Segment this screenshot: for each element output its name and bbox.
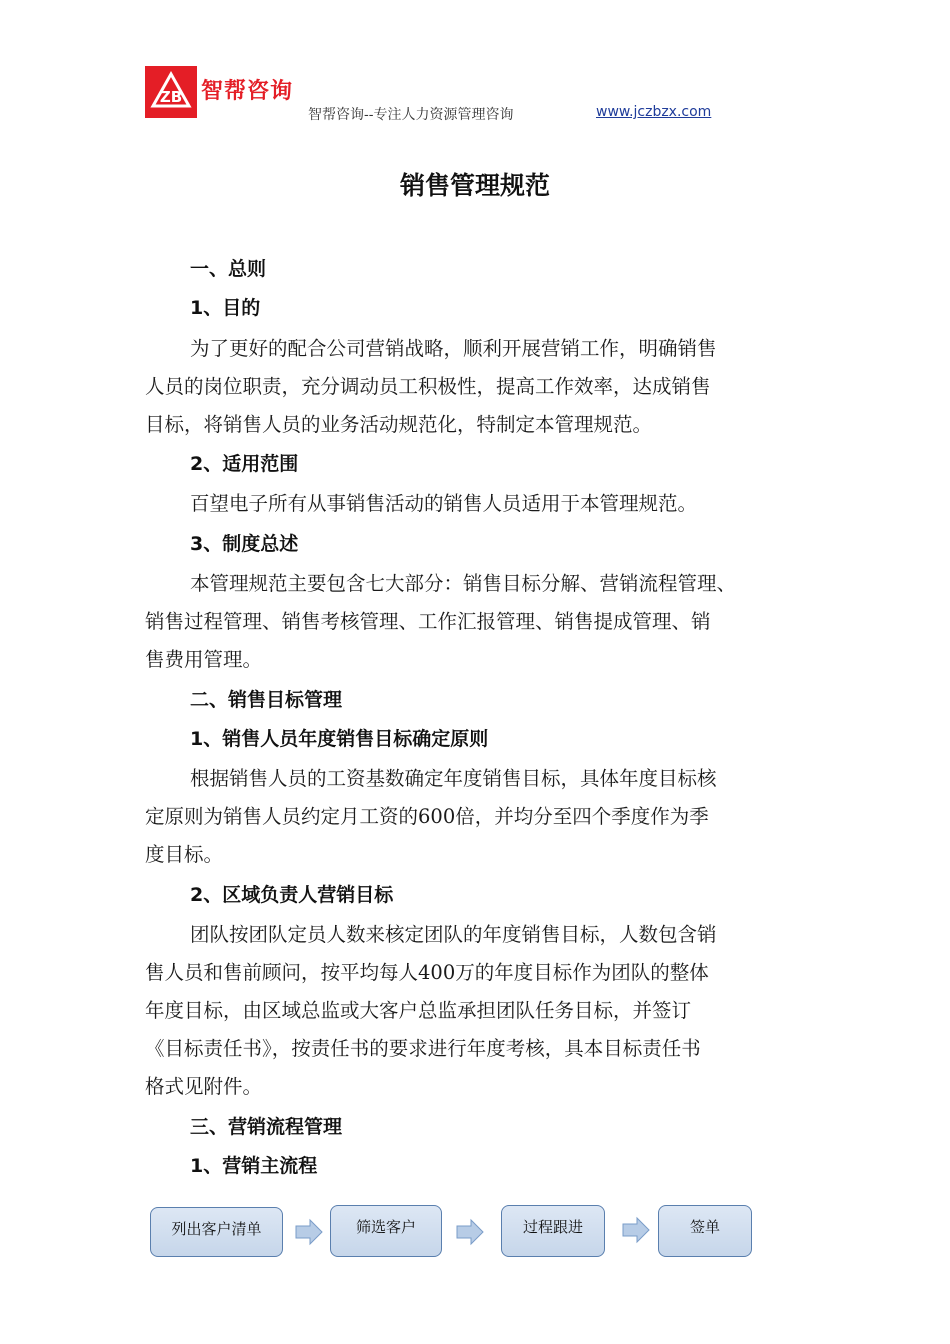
document-title: 销售管理规范	[399, 171, 550, 200]
paragraph-line: 目标，将销售人员的业务活动规范化，特制定本管理规范。	[145, 413, 653, 436]
flow-step-filter-customers: 筛选客户	[330, 1205, 442, 1257]
logo-text: 智帮咨询	[201, 79, 294, 104]
flow-step-list-customers: 列出客户清单	[150, 1207, 283, 1257]
svg-text:ZB: ZB	[159, 88, 183, 106]
subheading-scope: 2、适用范围	[190, 453, 299, 475]
paragraph-line: 定原则为销售人员约定月工资的600倍，并均分至四个季度作为季	[145, 805, 709, 828]
paragraph-line: 年度目标，由区域总监或大客户总监承担团队任务目标，并签订	[145, 999, 692, 1022]
paragraph-line: 售人员和售前顾问，按平均每人400万的年度目标作为团队的整体	[145, 961, 709, 984]
section-heading-sales-target: 二、销售目标管理	[190, 689, 343, 711]
flow-arrow-icon	[295, 1218, 323, 1246]
flow-step-sign-contract: 签单	[658, 1205, 752, 1257]
subheading-overview: 3、制度总述	[190, 533, 299, 555]
paragraph-line: 格式见附件。	[145, 1075, 263, 1098]
subheading-regional-target: 2、区域负责人营销目标	[190, 884, 394, 906]
paragraph-line: 为了更好的配合公司营销战略，顺利开展营销工作，明确销售	[190, 337, 717, 360]
paragraph-line: 根据销售人员的工资基数确定年度销售目标，具体年度目标核	[190, 767, 717, 790]
paragraph-line: 销售过程管理、销售考核管理、工作汇报管理、销售提成管理、销	[145, 610, 711, 633]
paragraph-line: 本管理规范主要包含七大部分：销售目标分解、营销流程管理、	[190, 572, 737, 595]
paragraph-line: 人员的岗位职责，充分调动员工积极性，提高工作效率，达成销售	[145, 375, 711, 398]
paragraph-line: 《目标责任书》，按责任书的要求进行年度考核，具本目标责任书	[145, 1037, 701, 1060]
header-url-link[interactable]: www.jczbzx.com	[596, 104, 712, 120]
paragraph-line: 售费用管理。	[145, 648, 263, 671]
section-heading-general: 一、总则	[190, 258, 267, 280]
paragraph-line: 百望电子所有从事销售活动的销售人员适用于本管理规范。	[190, 492, 698, 515]
subheading-annual-target: 1、销售人员年度销售目标确定原则	[190, 728, 489, 750]
paragraph-line: 团队按团队定员人数来核定团队的年度销售目标，人数包含销	[190, 923, 717, 946]
paragraph-line: 度目标。	[145, 843, 224, 866]
section-heading-marketing-process: 三、营销流程管理	[190, 1116, 343, 1138]
flow-arrow-icon	[622, 1216, 650, 1244]
logo-mark	[145, 66, 197, 118]
flow-arrow-icon	[456, 1218, 484, 1246]
subheading-main-process: 1、营销主流程	[190, 1155, 318, 1177]
flow-step-follow-up: 过程跟进	[501, 1205, 605, 1257]
header-tagline: 智帮咨询--专注人力资源管理咨询	[308, 107, 514, 123]
subheading-purpose: 1、目的	[190, 297, 261, 319]
